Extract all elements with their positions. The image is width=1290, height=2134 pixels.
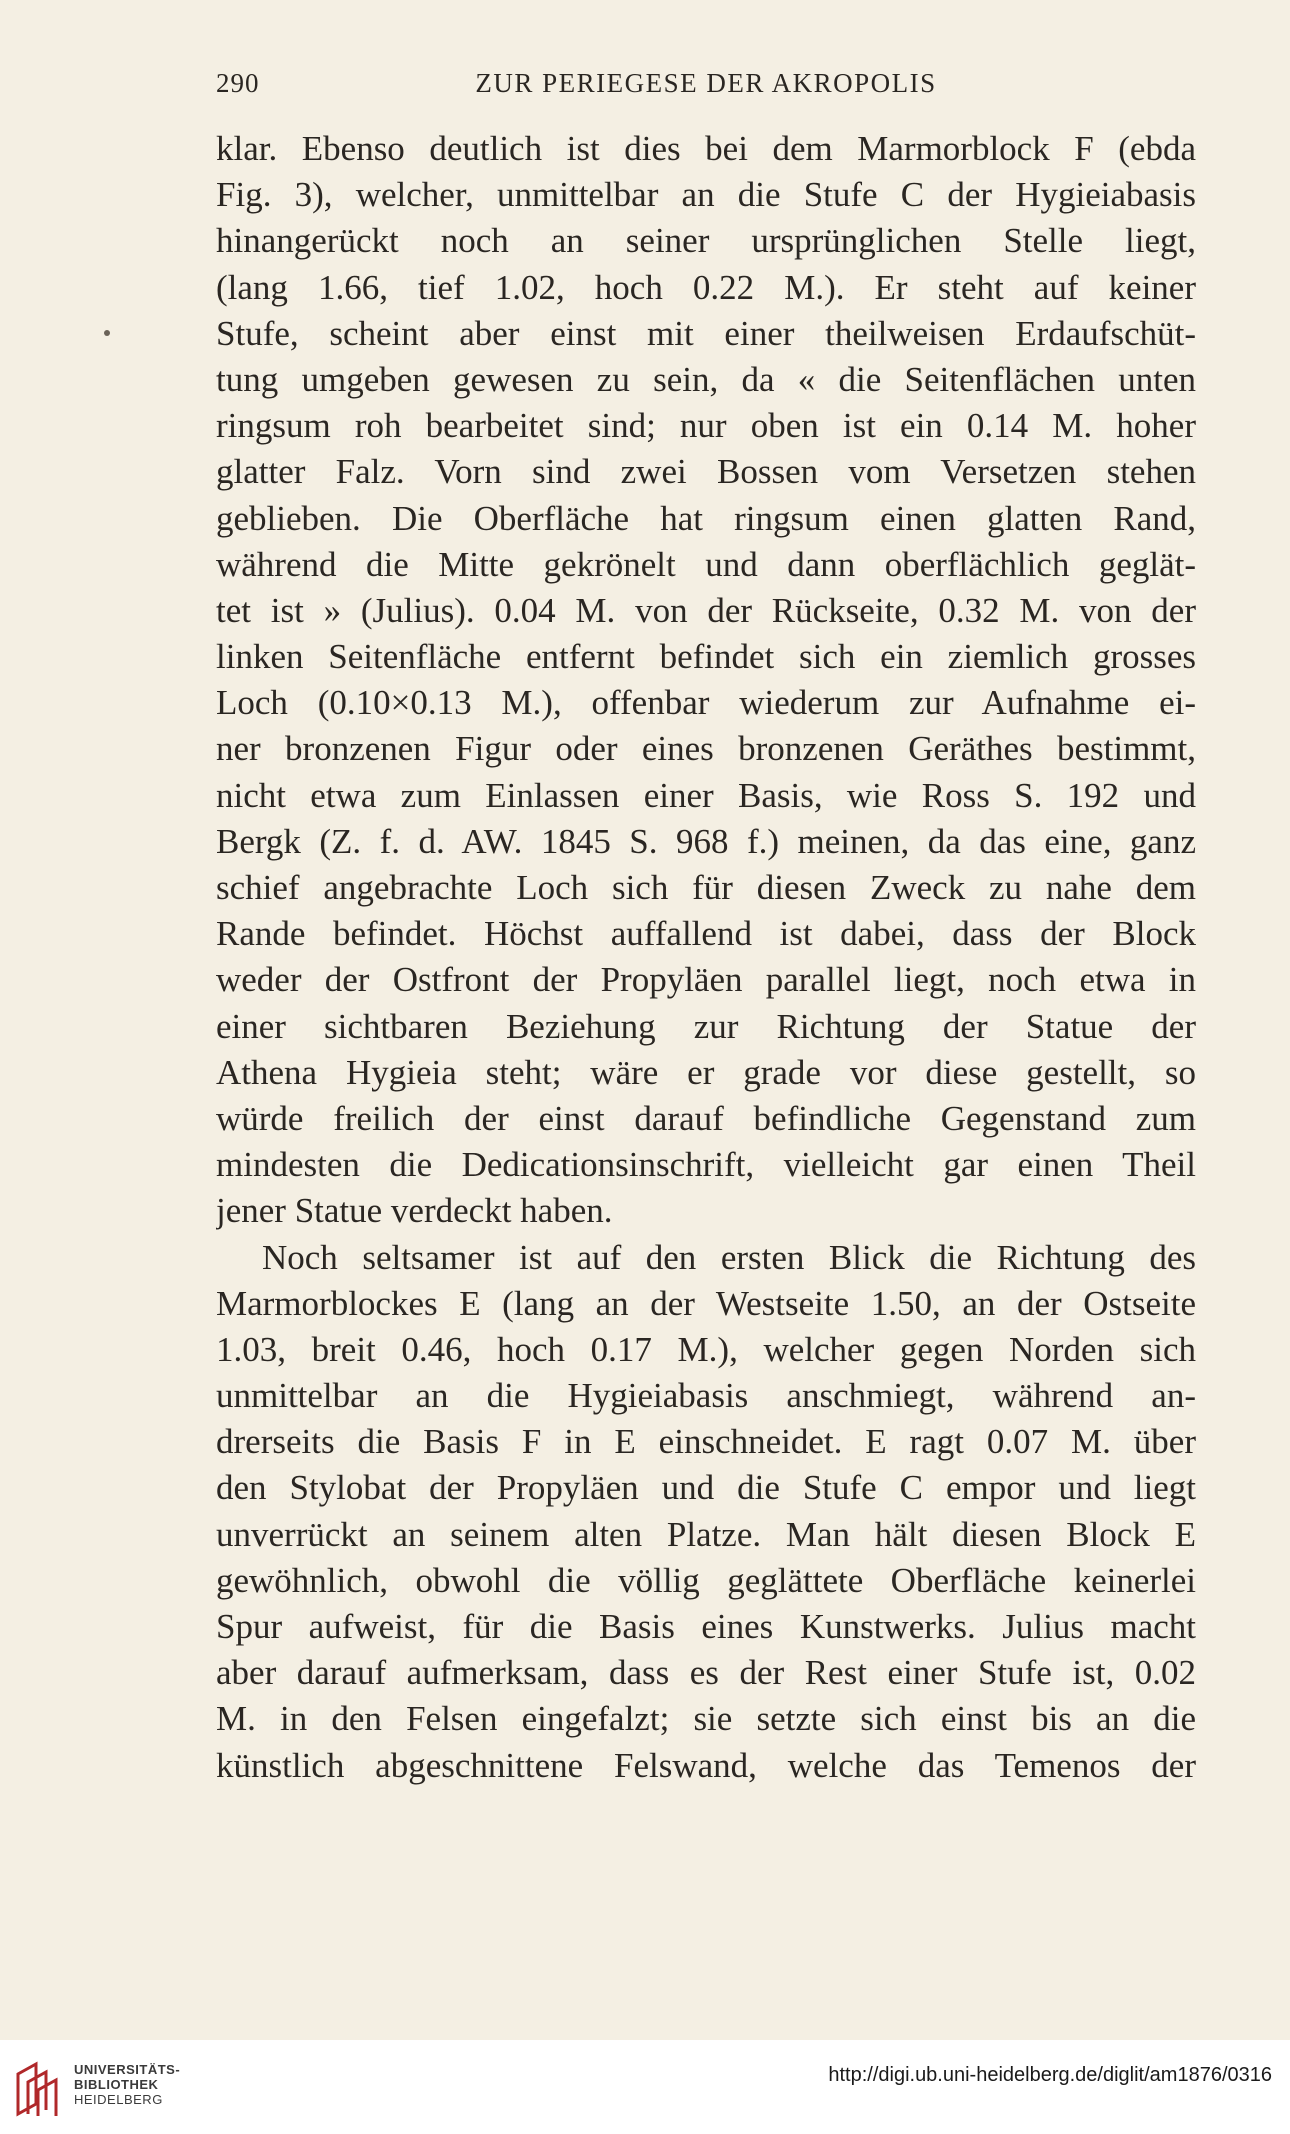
text-line: einer sichtbaren Beziehung zur Richtung der Statue der xyxy=(216,1006,1196,1046)
logo-line: HEIDELBERG xyxy=(74,2092,163,2107)
text-line: während die Mitte gekrönelt und dann oberflächlich geglät- xyxy=(216,544,1196,584)
text-line: Spur aufweist, für die Basis eines Kunstwerks. Julius macht xyxy=(216,1607,1196,1646)
text-line: linken Seitenfläche entfernt befindet sich ein ziemlich grosses xyxy=(216,637,1196,677)
text-line: klar. Ebenso deutlich ist dies bei dem Marmorblock F (ebda xyxy=(216,129,1196,168)
text-line: (lang 1.66, tief 1.02, hoch 0.22 M.). Er steht auf keiner xyxy=(216,267,1196,307)
text-line: hinangerückt noch an seiner ursprünglichen Stelle liegt, xyxy=(216,221,1196,261)
body-text xyxy=(216,126,1196,1789)
footer-bar xyxy=(0,2040,1290,2134)
source-url-link[interactable]: http://digi.ub.uni-heidelberg.de/diglit/am1876/0316 xyxy=(828,2064,1272,2086)
text-line: nicht etwa zum Einlassen einer Basis, wie Ross S. 192 und xyxy=(216,775,1196,815)
text-line: glatter Falz. Vorn sind zwei Bossen vom Versetzen stehen xyxy=(216,452,1196,492)
text-line: weder der Ostfront der Propyläen parallel liegt, noch etwa in xyxy=(216,960,1196,1000)
text-line: tung umgeben gewesen zu sein, da « die Seitenflächen unten xyxy=(216,359,1196,399)
text-line: unverrückt an seinem alten Platze. Man hält diesen Block E xyxy=(216,1514,1196,1554)
text-line: würde freilich der einst darauf befindliche Gegenstand zum xyxy=(216,1098,1196,1138)
paragraph-start-line: Noch seltsamer ist auf den ersten Blick die Richtung des xyxy=(262,1237,1196,1277)
running-title: ZUR PERIEGESE DER AKROPOLIS xyxy=(475,68,937,98)
text-line: Stufe, scheint aber einst mit einer theilweisen Erdaufschüt- xyxy=(216,313,1196,353)
text-line: ner bronzenen Figur oder eines bronzenen Geräthes bestimmt, xyxy=(216,729,1196,769)
text-line: den Stylobat der Propyläen und die Stufe C empor und liegt xyxy=(216,1468,1196,1508)
page-number: 290 xyxy=(216,68,260,98)
text-line: Marmorblockes E (lang an der Westseite 1.50, an der Ostseite xyxy=(216,1283,1196,1323)
text-line: schief angebrachte Loch sich für diesen Zweck zu nahe dem xyxy=(216,868,1196,907)
text-line: Fig. 3), welcher, unmittelbar an die Stufe C der Hygieiabasis xyxy=(216,175,1196,215)
margin-mark xyxy=(104,330,110,336)
text-line: künstlich abgeschnittene Felswand, welche das Temenos der xyxy=(216,1745,1196,1785)
text-line: mindesten die Dedicationsinschrift, vielleicht gar einen Theil xyxy=(216,1145,1196,1185)
text-line: unmittelbar an die Hygieiabasis anschmiegt, während an- xyxy=(216,1376,1196,1416)
running-head xyxy=(216,68,1196,108)
text-line: tet ist » (Julius). 0.04 M. von der Rückseite, 0.32 M. von der xyxy=(216,590,1196,630)
logo-line: UNIVERSITÄTS- xyxy=(74,2062,181,2077)
paragraph-end-line: jener Statue verdeckt haben. xyxy=(216,1191,613,1231)
text-line: Bergk (Z. f. d. AW. 1845 S. 968 f.) meinen, da das eine, ganz xyxy=(216,821,1196,861)
text-line: M. in den Felsen eingefalzt; sie setzte sich einst bis an die xyxy=(216,1699,1196,1739)
library-logo-text xyxy=(74,2062,180,2107)
text-line: 1.03, breit 0.46, hoch 0.17 M.), welcher gegen Norden sich xyxy=(216,1329,1196,1369)
text-line: gewöhnlich, obwohl die völlig geglättete Oberfläche keinerlei xyxy=(216,1560,1196,1600)
text-line: Loch (0.10×0.13 M.), offenbar wiederum zur Aufnahme ei- xyxy=(216,683,1196,723)
library-logo-icon xyxy=(14,2060,62,2118)
text-line: Athena Hygieia steht; wäre er grade vor diese gestellt, so xyxy=(216,1052,1196,1092)
text-line: geblieben. Die Oberfläche hat ringsum einen glatten Rand, xyxy=(216,498,1196,538)
text-line: Rande befindet. Höchst auffallend ist dabei, dass der Block xyxy=(216,914,1196,954)
logo-line: BIBLIOTHEK xyxy=(74,2077,159,2092)
text-line: ringsum roh bearbeitet sind; nur oben ist ein 0.14 M. hoher xyxy=(216,406,1196,446)
text-line: aber darauf aufmerksam, dass es der Rest einer Stufe ist, 0.02 xyxy=(216,1653,1196,1693)
text-line: drerseits die Basis F in E einschneidet. E ragt 0.07 M. über xyxy=(216,1422,1196,1462)
